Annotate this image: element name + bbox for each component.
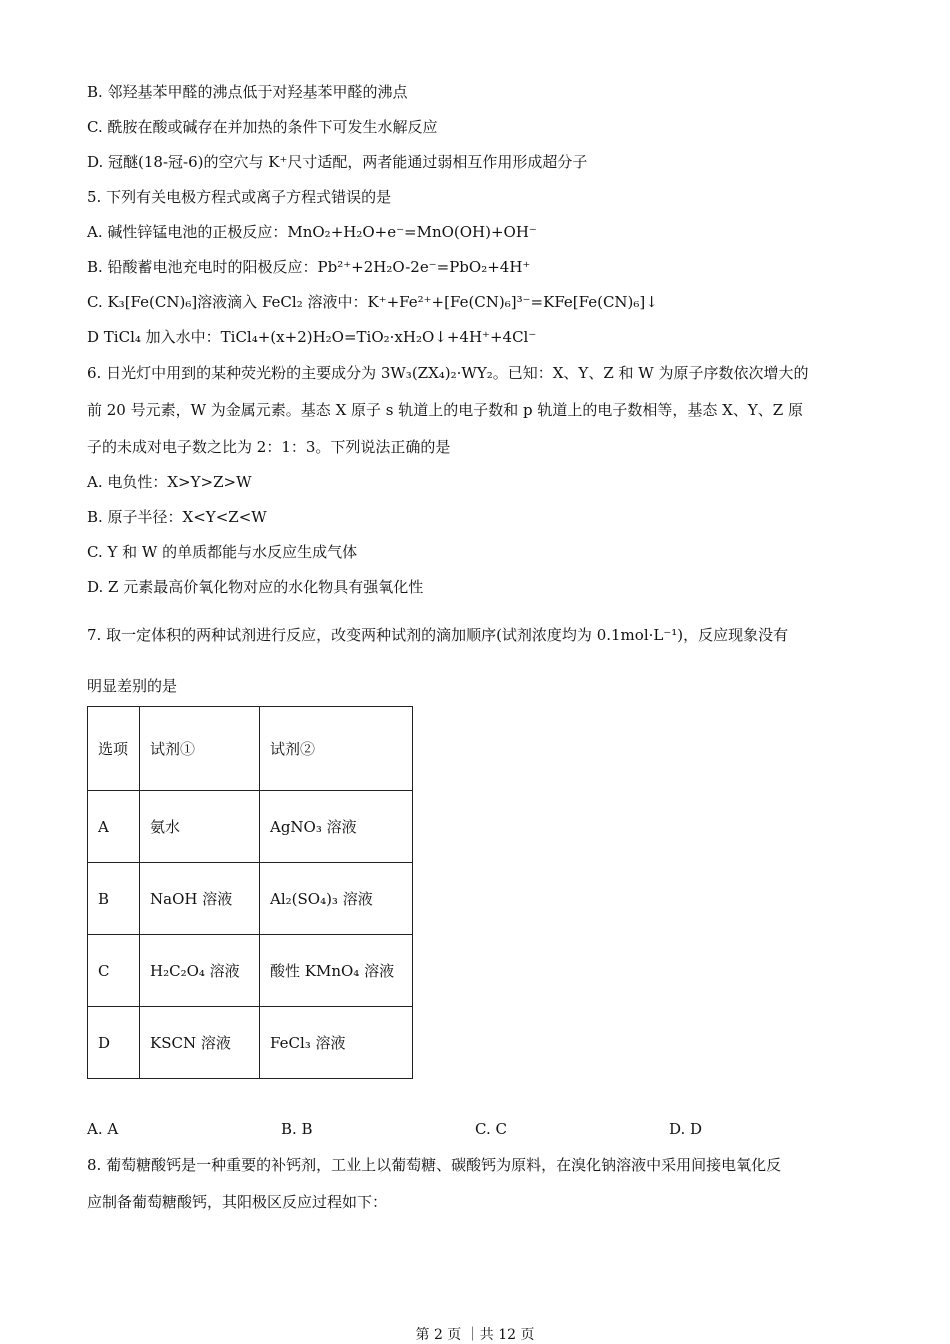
row-option: B <box>88 863 140 935</box>
q6-option-c: C. Y 和 W 的单质都能与水反应生成气体 <box>87 543 358 561</box>
q5-stem: 5. 下列有关电极方程式或离子方程式错误的是 <box>87 188 392 206</box>
header-reagent2: 试剂② <box>260 707 413 791</box>
choice-d[interactable]: D. D <box>669 1120 703 1138</box>
q5-option-b: B. 铅酸蓄电池充电时的阳极反应：Pb²⁺+2H₂O-2e⁻=PbO₂+4H⁺ <box>87 258 531 276</box>
q7-stem-line2: 明显差别的是 <box>87 677 178 695</box>
q7-options-table <box>87 706 413 1079</box>
q4-option-d: D. 冠醚(18-冠-6)的空穴与 K⁺尺寸适配，两者能通过弱相互作用形成超分子 <box>87 153 588 171</box>
row-reagent1: 氨水 <box>140 791 260 863</box>
row-reagent2: Al₂(SO₄)₃ 溶液 <box>260 863 413 935</box>
q6-option-a: A. 电负性：X>Y>Z>W <box>87 473 252 491</box>
table-row <box>88 935 413 1007</box>
row-reagent2: 酸性 KMnO₄ 溶液 <box>260 935 413 1007</box>
row-reagent1: NaOH 溶液 <box>140 863 260 935</box>
q4-option-b: B. 邻羟基苯甲醛的沸点低于对羟基苯甲醛的沸点 <box>87 83 408 101</box>
q6-option-d: D. Z 元素最高价氧化物对应的水化物具有强氧化性 <box>87 578 424 596</box>
q6-stem-line3: 子的未成对电子数之比为 2：1：3。下列说法正确的是 <box>87 438 451 456</box>
row-option: D <box>88 1007 140 1079</box>
table-row <box>88 791 413 863</box>
q8-stem-line1: 8. 葡萄糖酸钙是一种重要的补钙剂，工业上以葡萄糖、碳酸钙为原料，在溴化钠溶液中采用间接电氧化反 <box>87 1156 782 1174</box>
header-option: 选项 <box>88 707 140 791</box>
choice-c[interactable]: C. C <box>475 1120 507 1138</box>
row-option: A <box>88 791 140 863</box>
q5-option-c: C. K₃[Fe(CN)₆]溶液滴入 FeCl₂ 溶液中：K⁺+Fe²⁺+[Fe(CN)₆]³⁻=KFe[Fe(CN)₆]↓ <box>87 293 658 311</box>
row-option: C <box>88 935 140 1007</box>
q4-option-c: C. 酰胺在酸或碱存在并加热的条件下可发生水解反应 <box>87 118 438 136</box>
q5-option-d: D TiCl₄ 加入水中：TiCl₄+(x+2)H₂O=TiO₂·xH₂O↓+4H⁺+4Cl⁻ <box>87 328 537 346</box>
row-reagent2: AgNO₃ 溶液 <box>260 791 413 863</box>
q6-stem-line2: 前 20 号元素，W 为金属元素。基态 X 原子 s 轨道上的电子数和 p 轨道上的电子数相等，基态 X、Y、Z 原 <box>87 401 803 419</box>
choice-a[interactable]: A. A <box>87 1120 119 1138</box>
q8-stem-line2: 应制备葡萄糖酸钙，其阳极区反应过程如下： <box>87 1193 388 1211</box>
q5-option-a: A. 碱性锌锰电池的正极反应：MnO₂+H₂O+e⁻=MnO(OH)+OH⁻ <box>87 223 537 241</box>
table-row <box>88 863 413 935</box>
row-reagent1: KSCN 溶液 <box>140 1007 260 1079</box>
row-reagent2: FeCl₃ 溶液 <box>260 1007 413 1079</box>
q6-stem-line1: 6. 日光灯中用到的某种荧光粉的主要成分为 3W₃(ZX₄)₂·WY₂。已知：X、Y、Z 和 W 为原子序数依次增大的 <box>87 364 809 382</box>
q7-stem-line1: 7. 取一定体积的两种试剂进行反应，改变两种试剂的滴加顺序(试剂浓度均为 0.1mol·L⁻¹)，反应现象没有 <box>87 626 789 644</box>
choice-b[interactable]: B. B <box>281 1120 313 1138</box>
q6-option-b: B. 原子半径：X<Y<Z<W <box>87 508 267 526</box>
page-footer: 第 2 页 ｜共 12 页 <box>415 1327 535 1343</box>
header-reagent1: 试剂① <box>140 707 260 791</box>
table-row <box>88 1007 413 1079</box>
table-header-row <box>88 707 413 791</box>
row-reagent1: H₂C₂O₄ 溶液 <box>140 935 260 1007</box>
